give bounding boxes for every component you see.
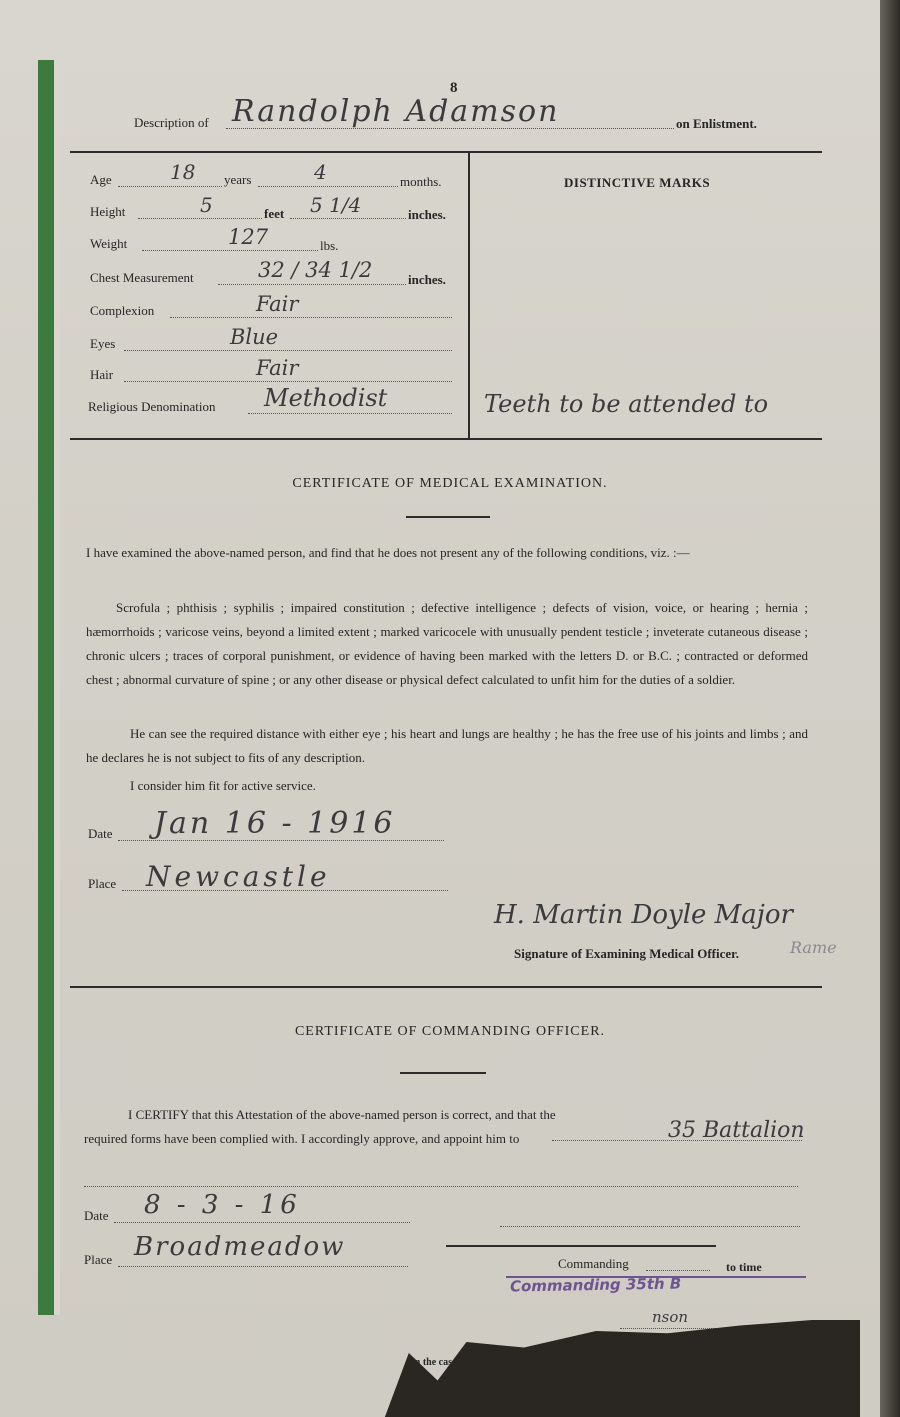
medical-officer-signature-extra: Rame (790, 938, 837, 957)
to-time-label: to time (726, 1260, 762, 1274)
religion-value: Methodist (264, 384, 388, 412)
height-inches-dots (290, 218, 406, 219)
commanding-certify-statement: I CERTIFY that this Attestation of the above-named person is correct, and that the required forms have been complied with. I accordingly approve, and appoint him to (84, 1107, 556, 1146)
torn-paper-corner (380, 1320, 860, 1417)
eyes-dots (124, 350, 452, 351)
commanding-stamp: Commanding 35th B (509, 1274, 682, 1296)
height-feet-dots (138, 218, 262, 219)
months-dots (258, 186, 398, 187)
medical-date-value: Jan 16 - 1916 (154, 806, 396, 841)
weight-label: Weight (90, 236, 128, 251)
years-label: years (224, 172, 252, 187)
commanding-title-rule (400, 1072, 486, 1074)
complexion-label: Complexion (90, 303, 155, 318)
lbs-label: lbs. (320, 238, 339, 253)
commanding-date-dots (114, 1222, 410, 1223)
on-enlistment-label: on Enlistment. (676, 116, 757, 131)
age-dots (118, 186, 222, 187)
complexion-dots (170, 317, 452, 318)
height-feet-value: 5 (200, 193, 213, 217)
medical-sight-statement: He can see the required distance with either eye ; his heart and lungs are healthy ; he has the free use of his joints and limbs ; and he declares he is not subject to fits of any description. (86, 726, 808, 765)
months-label: months. (400, 174, 442, 189)
chest-dots (218, 284, 406, 285)
commanding-signature-rule (446, 1245, 716, 1247)
green-binding-strip (38, 60, 54, 1315)
binding-edge (54, 60, 60, 1315)
commanding-date-value: 8 - 3 - 16 (144, 1190, 301, 1220)
chest-value: 32 / 34 1/2 (258, 258, 373, 282)
hair-dots (124, 381, 452, 382)
weight-value: 127 (228, 225, 269, 249)
feet-label: feet (264, 206, 285, 221)
enlistee-name: Randolph Adamson (232, 94, 560, 129)
commanding-place-label: Place (84, 1252, 113, 1267)
medical-date-label: Date (88, 826, 113, 841)
page-shadow-edge (880, 0, 900, 1417)
medical-certificate-title: CERTIFICATE OF MEDICAL EXAMINATION. (292, 476, 608, 491)
distinctive-marks-value: Teeth to be attended to (484, 390, 769, 418)
box-divider (468, 153, 470, 438)
medical-place-label: Place (88, 876, 117, 891)
commanding-certificate-title: CERTIFICATE OF COMMANDING OFFICER. (294, 1024, 606, 1039)
hair-label: Hair (90, 367, 114, 382)
chest-label: Chest Measurement (90, 270, 194, 285)
medical-conditions: Scrofula ; phthisis ; syphilis ; impaired constitution ; defective intelligence ; defects of vision, voice, or hearing ; hernia ; hæmorrhoids ; varicose veins, beyond a limited extent ; marked varicocele with unusually pendent testicle ; inveterate cutaneous disease ; chronic ulcers ; traces of corporal punishment, or evidence of having been marked with the letters D. or B.C. ; contracted or deformed chest ; abnormal curvature of spine ; or any other disease or physical defect calculated to unfit him for the duties of a soldier. (86, 600, 808, 687)
age-label: Age (90, 172, 112, 187)
hair-value: Fair (256, 356, 299, 380)
appointment-continuation-dots (84, 1186, 798, 1187)
chest-inches-label: inches. (408, 272, 446, 287)
height-inches-value: 5 1/4 (310, 193, 362, 217)
religion-label: Religious Denomination (88, 399, 216, 414)
medical-officer-signature: H. Martin Doyle Major (494, 900, 793, 930)
height-label: Height (90, 204, 126, 219)
eyes-value: Blue (230, 325, 279, 349)
fit-statement: I consider him fit for active service. (130, 778, 316, 793)
commanding-label: Commanding (558, 1256, 629, 1271)
age-months-value: 4 (314, 160, 327, 184)
inches-label: inches. (408, 207, 446, 222)
commanding-dots (646, 1270, 710, 1271)
age-years-value: 18 (170, 160, 196, 184)
distinctive-marks-title: DISTINCTIVE MARKS (564, 175, 711, 190)
eyes-label: Eyes (90, 336, 116, 351)
section-divider (70, 986, 822, 988)
commanding-date-label: Date (84, 1208, 109, 1223)
page-number: 8 (450, 80, 458, 96)
complexion-value: Fair (256, 292, 299, 316)
medical-place-value: Newcastle (146, 860, 331, 893)
commanding-signature-dots (500, 1226, 800, 1227)
religion-dots (248, 413, 452, 414)
appointment-value: 35 Battalion (668, 1118, 805, 1143)
box-top-rule (70, 151, 822, 153)
person-signature-value: nson (652, 1308, 689, 1326)
medical-officer-signature-label: Signature of Examining Medical Officer. (514, 946, 739, 961)
weight-dots (142, 250, 318, 251)
medical-intro: I have examined the above-named person, and find that he does not present any of the following conditions, viz. :— (86, 545, 690, 560)
medical-title-rule (406, 516, 490, 518)
commanding-place-dots (118, 1266, 408, 1267)
description-of-label: Description of (134, 115, 209, 130)
commanding-place-value: Broadmeadow (134, 1232, 346, 1262)
box-bottom-rule (70, 438, 822, 440)
